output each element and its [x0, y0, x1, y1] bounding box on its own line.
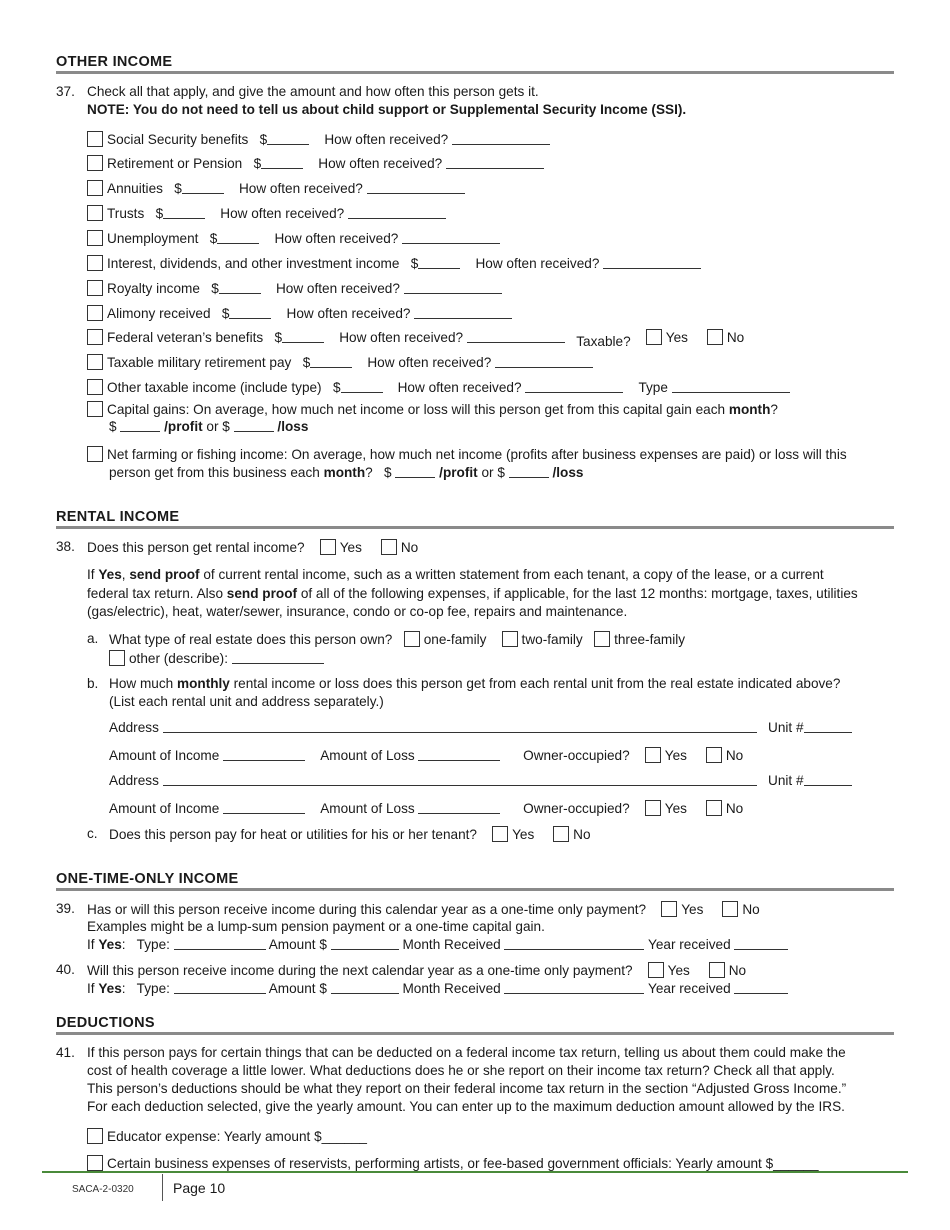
rental-address-row-1: Address Unit # — [109, 720, 852, 735]
type-field[interactable] — [174, 981, 266, 994]
amount-field[interactable] — [267, 132, 309, 145]
type-field[interactable] — [672, 380, 790, 393]
educator-expense-row: Educator expense: Yearly amount $______ — [87, 1128, 367, 1144]
rental-proof-paragraph-line3: (gas/electric), heat, water/sewer, insurance, condo or co-op fee, repairs and maintenance. — [87, 604, 628, 619]
question-note: NOTE: You do not need to tell us about child support or Supplemental Security Income (SSI). — [87, 102, 687, 117]
amount-field[interactable] — [261, 156, 303, 169]
real-estate-type-row: What type of real estate does this person own? one-family two-family three-family — [109, 632, 686, 647]
taxable-label: Taxable? — [576, 334, 631, 349]
tenant-utilities-no-checkbox[interactable] — [553, 826, 569, 842]
frequency-field[interactable] — [404, 281, 502, 294]
educator-expense-checkbox[interactable] — [87, 1128, 103, 1144]
income-row-other-taxable: Other taxable income (include type) $ How often received? Type — [87, 379, 790, 395]
frequency-field[interactable] — [603, 256, 701, 269]
loss-amount-field[interactable] — [418, 748, 500, 761]
loss-amount-field[interactable] — [418, 801, 500, 814]
income-amount-field[interactable] — [223, 801, 305, 814]
income-item-label: Unemployment — [107, 231, 199, 246]
military-checkbox[interactable] — [87, 354, 103, 370]
unemployment-checkbox[interactable] — [87, 230, 103, 246]
profit-field[interactable] — [395, 465, 435, 478]
q41-line: If this person pays for certain things that can be deducted on a federal income tax return, telling us about them could make the — [87, 1045, 846, 1060]
income-row-military: Taxable military retirement pay $ How often received? — [87, 354, 593, 370]
frequency-field[interactable] — [452, 132, 550, 145]
section-title-deductions: DEDUCTIONS — [56, 1015, 155, 1031]
q40-yes-checkbox[interactable] — [648, 962, 664, 978]
q40-details-row: If Yes: Type: Amount $ Month Received Year received — [87, 981, 788, 996]
rental-yes-checkbox[interactable] — [320, 539, 336, 555]
section-title-rental-income: RENTAL INCOME — [56, 509, 180, 525]
two-family-checkbox[interactable] — [502, 631, 518, 647]
income-item-label: Other taxable income (include type) — [107, 380, 322, 395]
loss-field[interactable] — [234, 419, 274, 432]
other-taxable-checkbox[interactable] — [87, 379, 103, 395]
sub-label-b: b. — [87, 676, 99, 691]
question-39: Has or will this person receive income during this calendar year as a one-time only payment? Yes No — [87, 902, 760, 917]
amount-field[interactable] — [163, 206, 205, 219]
income-item-label: Retirement or Pension — [107, 156, 243, 171]
income-row-royalty: Royalty income $ How often received? — [87, 280, 502, 296]
frequency-field[interactable] — [525, 380, 623, 393]
type-field[interactable] — [174, 937, 266, 950]
taxable-yes-checkbox[interactable] — [646, 329, 662, 345]
rental-amount-row-1: Amount of Income Amount of Loss Owner-occupied? Yes No — [109, 748, 744, 763]
income-row-interest: Interest, dividends, and other investment income $ How often received? — [87, 255, 701, 271]
rental-amount-row-2: Amount of Income Amount of Loss Owner-occupied? Yes No — [109, 801, 744, 816]
owner-occupied-no-checkbox[interactable] — [706, 747, 722, 763]
farming-checkbox[interactable] — [87, 446, 103, 462]
one-family-checkbox[interactable] — [404, 631, 420, 647]
capital-gains-row: Capital gains: On average, how much net income or loss will this person get from this capital gain each month? — [87, 401, 778, 417]
income-row-annuities: Annuities $ How often received? — [87, 180, 465, 196]
frequency-field[interactable] — [414, 306, 512, 319]
section-title-other-income: OTHER INCOME — [56, 54, 173, 70]
question-number: 37. — [56, 84, 75, 99]
frequency-field[interactable] — [495, 355, 593, 368]
income-item-label: Alimony received — [107, 306, 211, 321]
question-40: Will this person receive income during the next calendar year as a one-time only payment? Yes No — [87, 963, 747, 978]
annuities-checkbox[interactable] — [87, 180, 103, 196]
income-item-label: Annuities — [107, 181, 163, 196]
year-field[interactable] — [734, 981, 788, 994]
rental-proof-paragraph-line2: federal tax return. Also send proof of all of the following expenses, if applicable, for the last 12 months: mortgage, taxes, utilities — [87, 586, 858, 601]
other-describe-field[interactable] — [232, 651, 324, 664]
business-expenses-checkbox[interactable] — [87, 1155, 103, 1171]
income-row-veteran: Federal veteran’s benefits $ How often received? Taxable? Yes No — [87, 329, 744, 345]
farming-amounts: person get from this business each month? $ /profit or $ /loss — [109, 465, 584, 480]
section-rule — [56, 888, 894, 891]
income-row-trusts: Trusts $ How often received? — [87, 205, 446, 221]
alimony-checkbox[interactable] — [87, 305, 103, 321]
income-item-label: Federal veteran’s benefits — [107, 330, 264, 345]
section-title-one-time-income: ONE-TIME-ONLY INCOME — [56, 871, 239, 887]
interest-checkbox[interactable] — [87, 255, 103, 271]
amount-field[interactable] — [418, 256, 460, 269]
other-describe-checkbox[interactable] — [109, 650, 125, 666]
rental-address-row-2: Address Unit # — [109, 773, 852, 788]
retirement-checkbox[interactable] — [87, 155, 103, 171]
income-row-unemployment: Unemployment $ How often received? — [87, 230, 500, 246]
q39-details-row: If Yes: Type: Amount $ Month Received Year received — [87, 937, 788, 952]
q39-no-checkbox[interactable] — [722, 901, 738, 917]
capital-gains-checkbox[interactable] — [87, 401, 103, 417]
q41-line: This person’s deductions should be what they report on their federal income tax return in the section “Adjusted Gross Income.” — [87, 1081, 847, 1096]
income-item-label: Interest, dividends, and other investment income — [107, 256, 400, 271]
question-number: 39. — [56, 901, 75, 916]
veteran-checkbox[interactable] — [87, 329, 103, 345]
amount-field[interactable] — [182, 181, 224, 194]
amount-field[interactable] — [219, 281, 261, 294]
income-item-label: Trusts — [107, 206, 145, 221]
section-rule — [56, 71, 894, 74]
question-38: Does this person get rental income? Yes No — [87, 540, 419, 555]
monthly-rental-note: (List each rental unit and address separately.) — [109, 694, 384, 709]
question-number: 41. — [56, 1045, 75, 1060]
royalty-checkbox[interactable] — [87, 280, 103, 296]
rental-no-checkbox[interactable] — [381, 539, 397, 555]
income-row-social-security: Social Security benefits $ How often received? — [87, 131, 550, 147]
income-row-alimony: Alimony received $ How often received? — [87, 305, 512, 321]
month-field[interactable] — [504, 981, 644, 994]
tenant-utilities-row: Does this person pay for heat or utilities for his or her tenant? Yes No — [109, 827, 591, 842]
income-item-label: Taxable military retirement pay — [107, 355, 292, 370]
loss-field[interactable] — [509, 465, 549, 478]
q41-line: cost of health coverage a little lower. What deductions does he or she report on their income tax return? Check all that apply. — [87, 1063, 835, 1078]
frequency-field[interactable] — [467, 330, 565, 343]
profit-field[interactable] — [120, 419, 160, 432]
tenant-utilities-yes-checkbox[interactable] — [492, 826, 508, 842]
question-number: 40. — [56, 962, 75, 977]
owner-occupied-no-checkbox[interactable] — [706, 800, 722, 816]
three-family-checkbox[interactable] — [594, 631, 610, 647]
unit-field[interactable] — [804, 720, 852, 733]
income-row-retirement: Retirement or Pension $ How often received? — [87, 155, 544, 171]
address-field[interactable] — [163, 720, 757, 733]
frequency-field[interactable] — [348, 206, 446, 219]
year-field[interactable] — [734, 937, 788, 950]
social-security-checkbox[interactable] — [87, 131, 103, 147]
month-field[interactable] — [504, 937, 644, 950]
trusts-checkbox[interactable] — [87, 205, 103, 221]
real-estate-other-row: other (describe): — [109, 650, 324, 666]
frequency-field[interactable] — [367, 181, 465, 194]
question-number: 38. — [56, 539, 75, 554]
frequency-field[interactable] — [446, 156, 544, 169]
capital-gains-amounts: $ /profit or $ /loss — [109, 419, 309, 434]
address-field[interactable] — [163, 773, 757, 786]
section-rule — [56, 1032, 894, 1035]
form-code: SACA-2-0320 — [72, 1184, 134, 1195]
unit-field[interactable] — [804, 773, 852, 786]
income-item-label: Royalty income — [107, 281, 200, 296]
owner-occupied-yes-checkbox[interactable] — [645, 747, 661, 763]
owner-occupied-yes-checkbox[interactable] — [645, 800, 661, 816]
monthly-rental-question: How much monthly rental income or loss does this person get from each rental unit from the real estate indicated above? — [109, 676, 841, 691]
section-rule — [56, 526, 894, 529]
q40-no-checkbox[interactable] — [709, 962, 725, 978]
business-expenses-row: Certain business expenses of reservists, performing artists, or fee-based government officials: Yearly amount $______ — [87, 1155, 819, 1171]
footer-rule — [42, 1171, 908, 1173]
amount-field[interactable] — [217, 231, 259, 244]
amount-field[interactable] — [331, 937, 399, 950]
farming-row: Net farming or fishing income: On average, how much net income (profits after business expenses are paid) or loss will this — [87, 446, 847, 462]
amount-field[interactable] — [331, 981, 399, 994]
q39-yes-checkbox[interactable] — [661, 901, 677, 917]
q39-examples: Examples might be a lump-sum pension payment or a one-time capital gain. — [87, 919, 545, 934]
income-amount-field[interactable] — [223, 748, 305, 761]
sub-label-a: a. — [87, 631, 99, 646]
question-text: Check all that apply, and give the amount and how often this person gets it. — [87, 84, 539, 99]
rental-proof-paragraph-line1: If Yes, send proof of current rental income, such as a written statement from each tenant, a copy of the lease, or a current — [87, 567, 824, 582]
amount-field[interactable] — [310, 355, 352, 368]
amount-field[interactable] — [282, 330, 324, 343]
footer-divider — [162, 1174, 163, 1201]
page-number: Page 10 — [173, 1180, 226, 1196]
taxable-no-checkbox[interactable] — [707, 329, 723, 345]
q41-line: For each deduction selected, give the yearly amount. You can enter up to the maximum deduction amount allowed by the IRS. — [87, 1099, 845, 1114]
frequency-field[interactable] — [402, 231, 500, 244]
income-item-label: Social Security benefits — [107, 132, 249, 147]
sub-label-c: c. — [87, 826, 98, 841]
amount-field[interactable] — [341, 380, 383, 393]
amount-field[interactable] — [229, 306, 271, 319]
